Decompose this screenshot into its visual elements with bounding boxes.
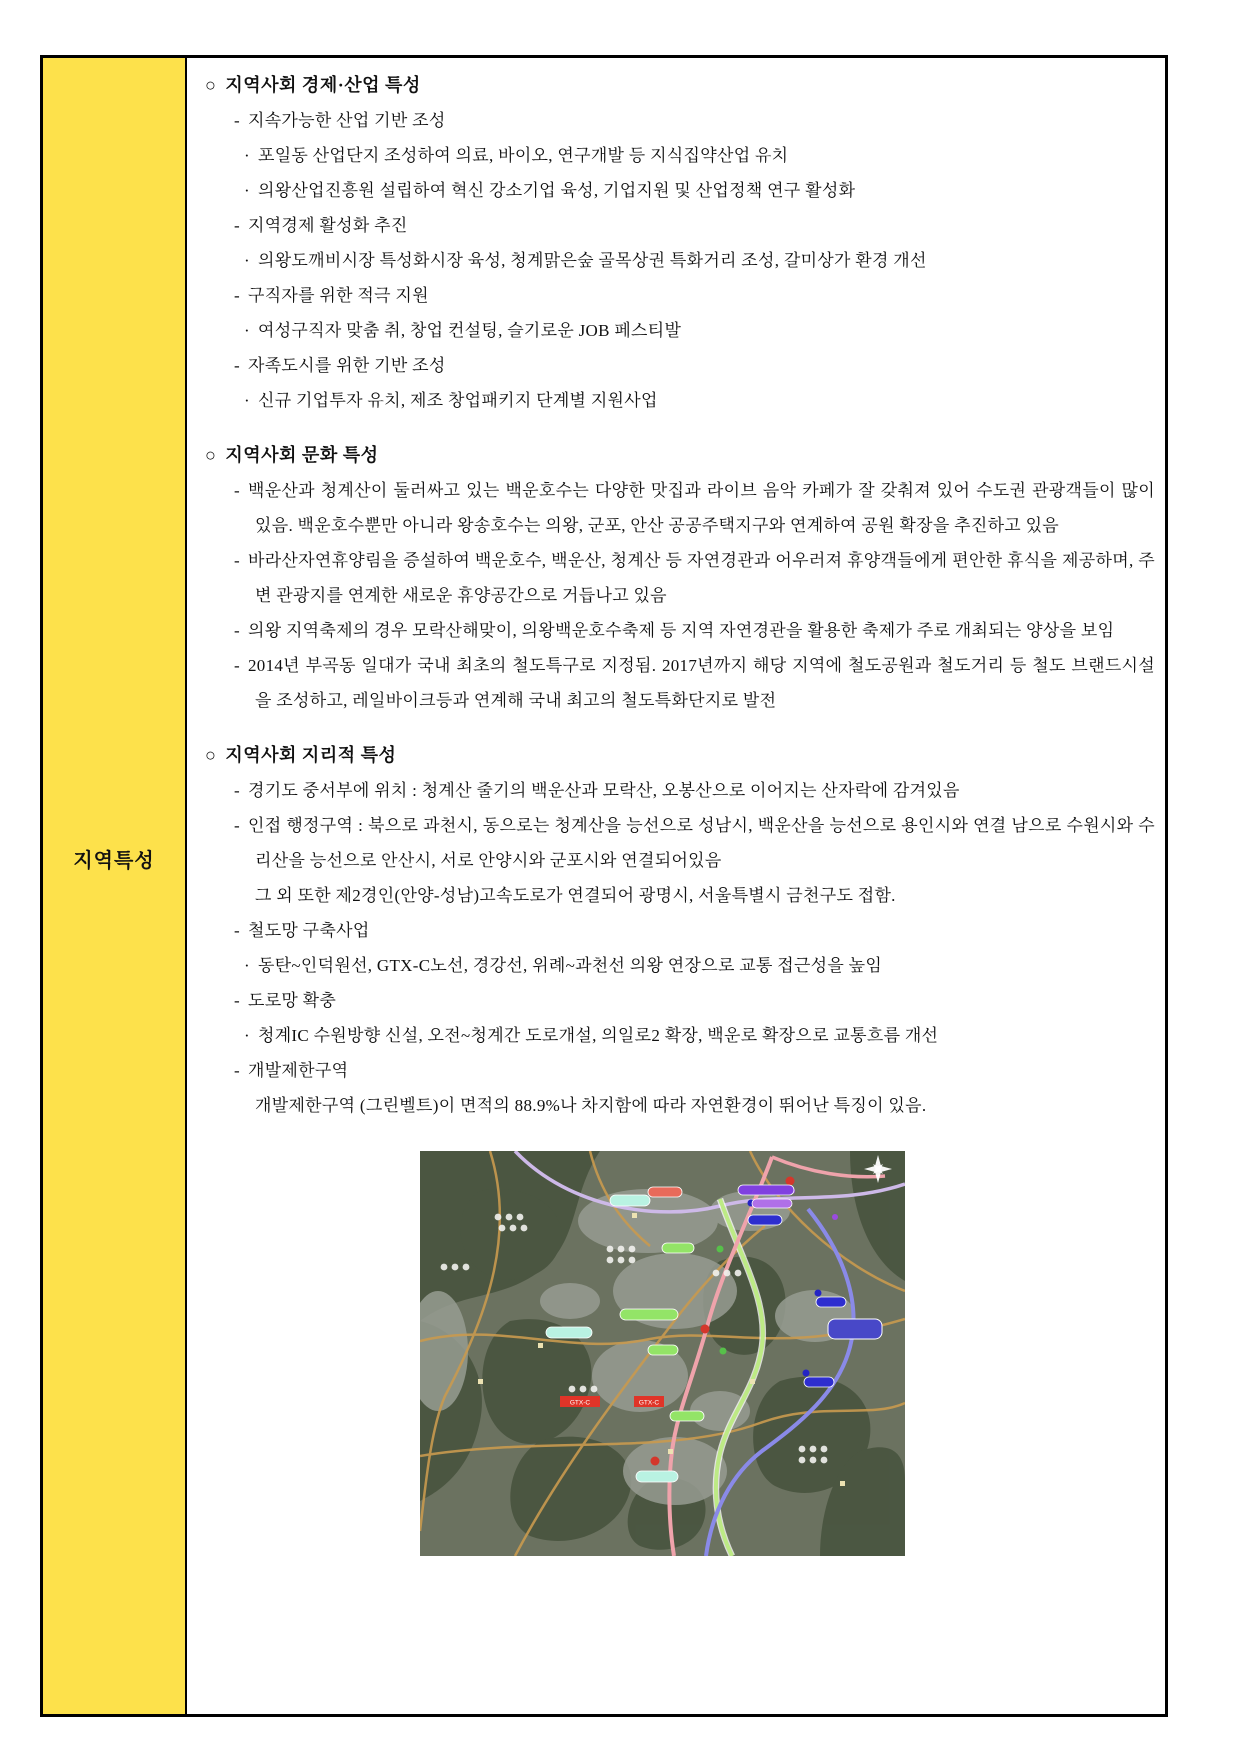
section-heading: [205, 438, 1155, 473]
list-item-text: 동탄~인덕원선, GTX-C노선, 경강선, 위례~과천선 의왕 연장으로 교통 접근성을 높임: [257, 956, 883, 975]
row-header-cell: [43, 58, 187, 1714]
list-item: [205, 173, 1155, 208]
map-figure: [420, 1151, 905, 1556]
list-item: [205, 138, 1155, 173]
list-item-text: 개발제한구역 (그린벨트)이 면적의 88.9%나 차지함에 따라 자연환경이 뛰어난 특징이 있음.: [255, 1096, 927, 1115]
dot-bullet-icon: ·: [244, 146, 250, 165]
dash-bullet-icon: -: [234, 991, 240, 1010]
circle-bullet-icon: ○: [205, 445, 217, 465]
section-heading-text: 지역사회 문화 특성: [225, 445, 379, 465]
dot-bullet-icon: ·: [244, 181, 250, 200]
dash-bullet-icon: -: [234, 481, 240, 500]
satellite-map-image: [420, 1151, 905, 1556]
list-item-text: 지역경제 활성화 추진: [247, 216, 408, 235]
list-item: [205, 473, 1155, 543]
dash-bullet-icon: -: [234, 551, 240, 570]
section-heading-text: 지역사회 지리적 특성: [225, 745, 397, 765]
dash-bullet-icon: -: [234, 356, 240, 375]
list-item-text: 철도망 구축사업: [247, 921, 370, 940]
list-item: [205, 948, 1155, 983]
list-item-text: 개발제한구역: [247, 1061, 349, 1080]
list-item-text: 신규 기업투자 유치, 제조 창업패키지 단계별 지원사업: [257, 391, 658, 410]
list-item-text: 의왕도깨비시장 특성화시장 육성, 청계맑은숲 골목상권 특화거리 조성, 갈미상가 환경 개선: [257, 251, 927, 270]
list-item-text: 여성구직자 맞춤 취, 창업 컨설팅, 슬기로운 JOB 페스티발: [257, 321, 682, 340]
dot-bullet-icon: ·: [244, 391, 250, 410]
dot-bullet-icon: ·: [244, 251, 250, 270]
dash-bullet-icon: -: [234, 621, 240, 640]
list-item: [205, 243, 1155, 278]
list-item-text: 그 외 또한 제2경인(안양-성남)고속도로가 연결되어 광명시, 서울특별시 금천구도 접함.: [255, 886, 896, 905]
list-item-text: 도로망 확충: [247, 991, 337, 1010]
section-1: [205, 438, 1155, 718]
list-item-text: 청계IC 수원방향 신설, 오전~청계간 도로개설, 의일로2 확장, 백운로 확장으로 교통흐름 개선: [257, 1026, 939, 1045]
section-0: [205, 68, 1155, 418]
section-2: [205, 738, 1155, 1123]
list-item: [205, 383, 1155, 418]
content-cell: [187, 58, 1165, 1714]
list-item: [205, 348, 1155, 383]
list-item: [205, 878, 1155, 913]
dash-bullet-icon: -: [234, 781, 240, 800]
row-header-label: 지역특성: [73, 849, 155, 872]
list-item: [205, 808, 1155, 878]
content-sections: [205, 68, 1155, 1123]
list-item-text: 백운산과 청계산이 둘러싸고 있는 백운호수는 다양한 맛집과 라이브 음악 카페가 잘 갖춰져 있어 수도권 관광객들이 많이 있음. 백운호수뿐만 아니라 왕송호수는 의왕, 군포, 안산 공공주택지구와 연계하여 공원 확장을 추진하고 있음: [247, 481, 1155, 535]
dash-bullet-icon: -: [234, 286, 240, 305]
circle-bullet-icon: ○: [205, 745, 217, 765]
circle-bullet-icon: ○: [205, 75, 217, 95]
list-item-text: 의왕산업진흥원 설립하여 혁신 강소기업 육성, 기업지원 및 산업정책 연구 활성화: [257, 181, 856, 200]
list-item: [205, 913, 1155, 948]
dot-bullet-icon: ·: [244, 956, 250, 975]
dash-bullet-icon: -: [234, 656, 240, 675]
gtx-badge-label: GTX-C: [569, 1399, 591, 1407]
list-item: [205, 313, 1155, 348]
list-item: [205, 208, 1155, 243]
list-item-text: 자족도시를 위한 기반 조성: [247, 356, 446, 375]
list-item: [205, 1088, 1155, 1123]
dot-bullet-icon: ·: [244, 321, 250, 340]
dash-bullet-icon: -: [234, 921, 240, 940]
section-heading-text: 지역사회 경제·산업 특성: [225, 75, 421, 95]
list-item: [205, 773, 1155, 808]
gtx-badge-label: GTX-C: [638, 1399, 660, 1407]
list-item: [205, 1053, 1155, 1088]
dash-bullet-icon: -: [234, 111, 240, 130]
dash-bullet-icon: -: [234, 216, 240, 235]
list-item: [205, 103, 1155, 138]
dot-bullet-icon: ·: [244, 1026, 250, 1045]
list-item-text: 인접 행정구역 : 북으로 과천시, 동으로는 청계산을 능선으로 성남시, 백운산을 능선으로 용인시와 연결 남으로 수원시와 수리산을 능선으로 안산시, 서로 안양시와 군포시와 연결되어있음: [247, 816, 1155, 870]
dash-bullet-icon: -: [234, 816, 240, 835]
list-item: [205, 543, 1155, 613]
section-heading: [205, 68, 1155, 103]
region-characteristics-table: [40, 55, 1168, 1717]
list-item: [205, 1018, 1155, 1053]
list-item-text: 지속가능한 산업 기반 조성: [247, 111, 446, 130]
section-heading: [205, 738, 1155, 773]
list-item-text: 포일동 산업단지 조성하여 의료, 바이오, 연구개발 등 지식집약산업 유치: [257, 146, 789, 165]
list-item: [205, 648, 1155, 718]
list-item-text: 2014년 부곡동 일대가 국내 최초의 철도특구로 지정됨. 2017년까지 해당 지역에 철도공원과 철도거리 등 철도 브랜드시설을 조성하고, 레일바이크등과 연계해 국내 최고의 철도특화단지로 발전: [247, 656, 1155, 710]
list-item: [205, 613, 1155, 648]
list-item: [205, 983, 1155, 1018]
list-item-text: 의왕 지역축제의 경우 모락산해맞이, 의왕백운호수축제 등 지역 자연경관을 활용한 축제가 주로 개최되는 양상을 보임: [247, 621, 1115, 640]
list-item-text: 경기도 중서부에 위치 : 청계산 줄기의 백운산과 모락산, 오봉산으로 이어지는 산자락에 감겨있음: [247, 781, 960, 800]
dash-bullet-icon: -: [234, 1061, 240, 1080]
list-item: [205, 278, 1155, 313]
list-item-text: 바라산자연휴양림을 증설하여 백운호수, 백운산, 청계산 등 자연경관과 어우러져 휴양객들에게 편안한 휴식을 제공하며, 주변 관광지를 연계한 새로운 휴양공간으로 거듭나고 있음: [247, 551, 1155, 605]
list-item-text: 구직자를 위한 적극 지원: [247, 286, 429, 305]
